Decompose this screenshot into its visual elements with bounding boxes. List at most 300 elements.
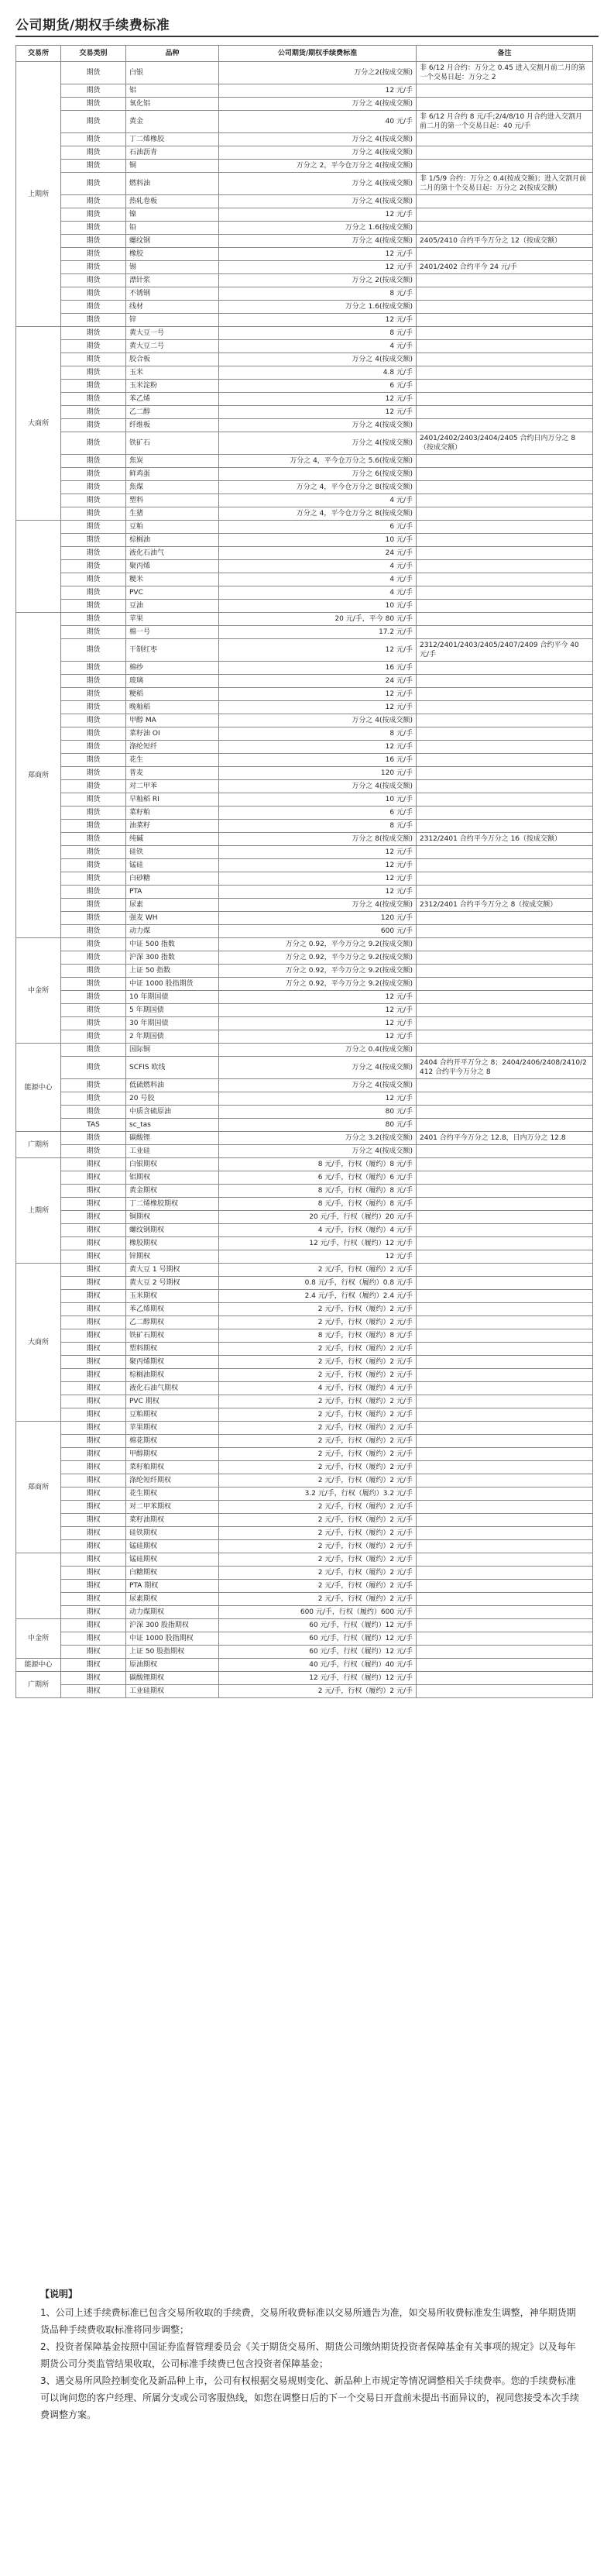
category-cell: 期货: [61, 1106, 126, 1119]
remark-cell: [417, 675, 593, 688]
category-cell: 期货: [61, 899, 126, 912]
remark-cell: [417, 366, 593, 380]
category-cell: 期货: [61, 925, 126, 938]
product-cell: PTA 期权: [126, 1580, 219, 1593]
fee-cell: 2 元/手，行权（履约）2 元/手: [219, 1474, 417, 1487]
remark-cell: [417, 419, 593, 432]
remark-cell: [417, 1461, 593, 1474]
fee-cell: 60 元/手，行权（履约）12 元/手: [219, 1632, 417, 1646]
fee-cell: 16 元/手: [219, 754, 417, 767]
table-row: [16, 1593, 593, 1606]
category-cell: 期权: [61, 1685, 126, 1698]
product-cell: 锰硅期权: [126, 1540, 219, 1553]
category-cell: 期货: [61, 573, 126, 586]
fee-cell: 万分之 4(按成交额): [219, 98, 417, 111]
product-cell: 沪深 300 指数: [126, 951, 219, 965]
fee-cell: 万分之 1.6(按成交额): [219, 222, 417, 235]
table-row: [16, 899, 593, 912]
category-cell: 期货: [61, 1004, 126, 1017]
product-cell: 动力煤期权: [126, 1606, 219, 1619]
product-cell: 线材: [126, 301, 219, 314]
fee-cell: 12 元/手: [219, 314, 417, 327]
exchange-cell: 能源中心: [16, 1659, 61, 1672]
remark-cell: [417, 547, 593, 560]
product-cell: 液化石油气: [126, 547, 219, 560]
product-cell: 玉米期权: [126, 1290, 219, 1303]
product-cell: 30 年期国债: [126, 1017, 219, 1030]
fee-cell: 万分之 4，平今仓万分之 5.6(按成交额): [219, 455, 417, 468]
remark-cell: [417, 1224, 593, 1237]
category-cell: 期权: [61, 1514, 126, 1527]
category-cell: 期货: [61, 1044, 126, 1057]
remark-cell: [417, 1264, 593, 1277]
table-row: [16, 1619, 593, 1632]
remark-cell: [417, 274, 593, 287]
fee-cell: 10 元/手: [219, 600, 417, 613]
table-row: [16, 938, 593, 951]
fee-cell: 2 元/手，行权（履约）2 元/手: [219, 1593, 417, 1606]
remark-cell: [417, 1382, 593, 1395]
remark-cell: [417, 1343, 593, 1356]
product-cell: 棕榈油: [126, 534, 219, 547]
table-row: [16, 872, 593, 886]
category-cell: 期货: [61, 859, 126, 872]
fee-cell: 6 元/手: [219, 807, 417, 820]
table-row: [16, 1017, 593, 1030]
fee-cell: 0.8 元/手，行权（履约）0.8 元/手: [219, 1277, 417, 1290]
table-row: [16, 534, 593, 547]
category-cell: 期货: [61, 248, 126, 261]
table-row: [16, 1092, 593, 1106]
remark-cell: [417, 846, 593, 859]
category-cell: 期权: [61, 1461, 126, 1474]
table-row: [16, 314, 593, 327]
remark-cell: [417, 1487, 593, 1501]
remark-cell: [417, 248, 593, 261]
remark-cell: [417, 767, 593, 780]
remark-cell: [417, 1408, 593, 1422]
product-cell: 聚丙烯: [126, 560, 219, 573]
table-row: [16, 820, 593, 833]
table-row: [16, 1580, 593, 1593]
remark-cell: [417, 353, 593, 366]
remark-cell: [417, 1303, 593, 1316]
product-cell: 棕榈油期权: [126, 1369, 219, 1382]
table-row: [16, 507, 593, 521]
exchange-cell: 大商所: [16, 1264, 61, 1422]
category-cell: 期货: [61, 111, 126, 133]
table-row: [16, 1408, 593, 1422]
remark-cell: 非 6/12 月合约：万分之 0.45 进入交割月前二月的第一个交易日起：万分之 2: [417, 62, 593, 84]
remark-cell: [417, 662, 593, 675]
product-cell: SCFIS 欧线: [126, 1057, 219, 1079]
remark-cell: [417, 1158, 593, 1171]
product-cell: 苹果: [126, 613, 219, 626]
table-row: [16, 327, 593, 340]
remark-cell: [417, 1250, 593, 1264]
remark-cell: [417, 859, 593, 872]
remark-cell: [417, 1514, 593, 1527]
remark-cell: [417, 1211, 593, 1224]
table-row: [16, 1119, 593, 1132]
remark-cell: [417, 1580, 593, 1593]
product-cell: 铝: [126, 84, 219, 98]
category-cell: 期货: [61, 301, 126, 314]
product-cell: 强麦 WH: [126, 912, 219, 925]
product-cell: sc_tas: [126, 1119, 219, 1132]
remark-cell: [417, 133, 593, 146]
remark-cell: [417, 521, 593, 534]
fee-cell: 万分之2(按成交额): [219, 62, 417, 84]
category-cell: 期货: [61, 886, 126, 899]
fee-cell: 12 元/手: [219, 406, 417, 419]
remark-cell: [417, 714, 593, 727]
fee-cell: 万分之 4(按成交额): [219, 1079, 417, 1092]
product-cell: 对二甲苯期权: [126, 1501, 219, 1514]
fee-cell: 12 元/手: [219, 1030, 417, 1044]
fee-cell: 12 元/手: [219, 1250, 417, 1264]
fee-cell: 万分之 3.2(按成交额): [219, 1132, 417, 1145]
remark-cell: 2401 合约平今万分之 12.8，日内万分之 12.8: [417, 1132, 593, 1145]
category-cell: 期权: [61, 1527, 126, 1540]
product-cell: 黄大豆 2 号期权: [126, 1277, 219, 1290]
category-cell: 期货: [61, 1030, 126, 1044]
category-cell: 期货: [61, 133, 126, 146]
category-cell: 期货: [61, 965, 126, 978]
category-cell: 期权: [61, 1395, 126, 1408]
fee-cell: 2 元/手，行权（履约）2 元/手: [219, 1408, 417, 1422]
category-cell: 期货: [61, 547, 126, 560]
product-cell: 硅铁期权: [126, 1527, 219, 1540]
table-row: [16, 1448, 593, 1461]
remark-cell: [417, 991, 593, 1004]
remark-cell: [417, 1474, 593, 1487]
product-cell: 石油沥青: [126, 146, 219, 160]
category-cell: 期货: [61, 560, 126, 573]
remark-cell: [417, 160, 593, 173]
category-cell: 期权: [61, 1185, 126, 1198]
fee-cell: 万分之 4(按成交额): [219, 235, 417, 248]
fee-cell: 4 元/手: [219, 560, 417, 573]
fee-cell: 12 元/手: [219, 701, 417, 714]
table-row: [16, 675, 593, 688]
remark-cell: [417, 912, 593, 925]
table-row: [16, 1685, 593, 1698]
table-row: [16, 1659, 593, 1672]
table-row: [16, 133, 593, 146]
product-cell: 豆粕期权: [126, 1408, 219, 1422]
fee-cell: 2 元/手，行权（履约）2 元/手: [219, 1435, 417, 1448]
exchange-cell: [16, 1553, 61, 1619]
fee-cell: 2 元/手，行权（履约）2 元/手: [219, 1540, 417, 1553]
remark-cell: [417, 1685, 593, 1698]
remark-cell: [417, 613, 593, 626]
category-cell: 期货: [61, 820, 126, 833]
category-cell: 期货: [61, 534, 126, 547]
fee-cell: 12 元/手: [219, 1092, 417, 1106]
table-row: [16, 846, 593, 859]
fee-cell: 万分之 4(按成交额): [219, 146, 417, 160]
table-row: [16, 701, 593, 714]
fee-cell: 12 元/手: [219, 991, 417, 1004]
fee-cell: 2 元/手，行权（履约）2 元/手: [219, 1501, 417, 1514]
fee-cell: 8 元/手: [219, 327, 417, 340]
category-cell: 期权: [61, 1672, 126, 1685]
table-row: [16, 1356, 593, 1369]
category-cell: 期货: [61, 146, 126, 160]
product-cell: 沪深 300 股指期权: [126, 1619, 219, 1632]
fee-cell: 12 元/手: [219, 846, 417, 859]
remark-cell: [417, 1185, 593, 1198]
remark-cell: [417, 208, 593, 222]
product-cell: 热轧卷板: [126, 195, 219, 208]
fee-cell: 2 元/手，行权（履约）2 元/手: [219, 1264, 417, 1277]
fee-cell: 2 元/手，行权（履约）2 元/手: [219, 1514, 417, 1527]
remark-cell: [417, 807, 593, 820]
table-row: [16, 688, 593, 701]
table-row: [16, 859, 593, 872]
category-cell: 期权: [61, 1211, 126, 1224]
fee-cell: 60 元/手，行权（履约）12 元/手: [219, 1619, 417, 1632]
category-cell: 期货: [61, 222, 126, 235]
table-row: [16, 1057, 593, 1079]
fee-cell: 4 元/手: [219, 494, 417, 507]
product-cell: 碳酸锂期权: [126, 1672, 219, 1685]
category-cell: 期货: [61, 780, 126, 793]
product-cell: 锡: [126, 261, 219, 274]
fee-cell: 万分之 0.92，平今万分之 9.2(按成交额): [219, 965, 417, 978]
fee-cell: 万分之 0.92，平今万分之 9.2(按成交额): [219, 978, 417, 991]
fee-cell: 万分之 4(按成交额): [219, 195, 417, 208]
product-cell: 碳酸锂: [126, 1132, 219, 1145]
category-cell: 期权: [61, 1580, 126, 1593]
remark-cell: [417, 1646, 593, 1659]
category-cell: 期权: [61, 1369, 126, 1382]
category-cell: TAS: [61, 1119, 126, 1132]
product-cell: 苯乙烯: [126, 393, 219, 406]
product-cell: 涤纶短纤: [126, 741, 219, 754]
fee-table: [15, 45, 593, 1698]
category-cell: 期货: [61, 586, 126, 600]
table-row: [16, 1132, 593, 1145]
table-row: [16, 1369, 593, 1382]
product-cell: 甲醇期权: [126, 1448, 219, 1461]
remark-cell: [417, 1092, 593, 1106]
table-row: [16, 1672, 593, 1685]
title-divider: [15, 36, 599, 37]
table-row: [16, 1382, 593, 1395]
category-cell: 期货: [61, 274, 126, 287]
category-cell: 期货: [61, 912, 126, 925]
remark-cell: [417, 1316, 593, 1329]
fee-cell: 120 元/手: [219, 767, 417, 780]
table-row: [16, 793, 593, 807]
category-cell: 期货: [61, 1092, 126, 1106]
category-cell: 期货: [61, 767, 126, 780]
remark-cell: [417, 146, 593, 160]
fee-cell: 12 元/手: [219, 1017, 417, 1030]
category-cell: 期货: [61, 419, 126, 432]
product-cell: 塑料期权: [126, 1343, 219, 1356]
product-cell: 玉米淀粉: [126, 380, 219, 393]
table-row: [16, 600, 593, 613]
table-row: [16, 662, 593, 675]
product-cell: 纤维板: [126, 419, 219, 432]
product-cell: 黄大豆一号: [126, 327, 219, 340]
category-cell: 期权: [61, 1343, 126, 1356]
fee-cell: 万分之 8(按成交额): [219, 833, 417, 846]
fee-cell: 2.4 元/手，行权（履约）2.4 元/手: [219, 1290, 417, 1303]
remark-cell: [417, 925, 593, 938]
remark-cell: 非 1/5/9 合约：万分之 0.4(按成交额)；进入交割月前二月的第十个交易日起：万分之 2(按成交额): [417, 173, 593, 195]
product-cell: 早籼稻 RI: [126, 793, 219, 807]
product-cell: 焦炭: [126, 455, 219, 468]
product-cell: 涤纶短纤期权: [126, 1474, 219, 1487]
table-row: [16, 62, 593, 84]
fee-cell: 万分之 4(按成交额): [219, 133, 417, 146]
product-cell: 生猪: [126, 507, 219, 521]
fee-cell: 80 元/手: [219, 1119, 417, 1132]
product-cell: 花生: [126, 754, 219, 767]
category-cell: 期货: [61, 872, 126, 886]
product-cell: 5 年期国债: [126, 1004, 219, 1017]
fee-cell: 40 元/手，行权（履约）40 元/手: [219, 1659, 417, 1672]
fee-cell: 10 元/手: [219, 534, 417, 547]
category-cell: 期权: [61, 1448, 126, 1461]
category-cell: 期货: [61, 1017, 126, 1030]
category-cell: 期货: [61, 833, 126, 846]
remark-cell: [417, 1395, 593, 1408]
table-row: [16, 1106, 593, 1119]
remark-cell: [417, 1422, 593, 1435]
table-row: [16, 547, 593, 560]
product-cell: 玉米: [126, 366, 219, 380]
remark-cell: [417, 340, 593, 353]
category-cell: 期权: [61, 1277, 126, 1290]
table-row: [16, 807, 593, 820]
product-cell: 原油期权: [126, 1659, 219, 1672]
product-cell: 中质含硫原油: [126, 1106, 219, 1119]
category-cell: 期货: [61, 84, 126, 98]
remark-cell: [417, 1017, 593, 1030]
category-cell: 期权: [61, 1316, 126, 1329]
category-cell: 期货: [61, 727, 126, 741]
category-cell: 期货: [61, 455, 126, 468]
category-cell: 期货: [61, 432, 126, 455]
fee-cell: 万分之 4(按成交额): [219, 1145, 417, 1158]
category-cell: 期货: [61, 754, 126, 767]
remark-cell: [417, 1119, 593, 1132]
remark-cell: [417, 468, 593, 481]
product-cell: 铝期权: [126, 1171, 219, 1185]
note-line: 2、投资者保障基金按照中国证券监督管理委员会《关于期货交易所、期货公司缴纳期货投资者保障基金有关事项的规定》以及每年期货公司分类监管结果收取，公司标准手续费已包含投资者保障基金；: [40, 2341, 576, 2369]
product-cell: 玻璃: [126, 675, 219, 688]
table-row: [16, 767, 593, 780]
remark-cell: [417, 1290, 593, 1303]
remark-cell: [417, 793, 593, 807]
remark-cell: [417, 195, 593, 208]
table-row: [16, 1198, 593, 1211]
category-cell: 期货: [61, 468, 126, 481]
category-cell: 期权: [61, 1171, 126, 1185]
table-row: [16, 481, 593, 494]
fee-cell: 12 元/手: [219, 741, 417, 754]
product-cell: 锌期权: [126, 1250, 219, 1264]
product-cell: 中证 1000 股指期货: [126, 978, 219, 991]
fee-cell: 8 元/手，行权（履约）8 元/手: [219, 1158, 417, 1171]
product-cell: 菜籽油期权: [126, 1514, 219, 1527]
table-row: [16, 1474, 593, 1487]
product-cell: 棉花期权: [126, 1435, 219, 1448]
product-cell: 螺纹钢期权: [126, 1224, 219, 1237]
remark-cell: [417, 1277, 593, 1290]
remark-cell: [417, 1567, 593, 1580]
category-cell: 期货: [61, 938, 126, 951]
fee-cell: 4 元/手: [219, 586, 417, 600]
exchange-cell: 广期所: [16, 1132, 61, 1158]
category-cell: 期货: [61, 494, 126, 507]
category-cell: 期权: [61, 1553, 126, 1567]
product-cell: 铜期权: [126, 1211, 219, 1224]
product-cell: 甲醇 MA: [126, 714, 219, 727]
fee-cell: 8 元/手: [219, 727, 417, 741]
category-cell: 期权: [61, 1567, 126, 1580]
remark-cell: [417, 455, 593, 468]
category-cell: 期货: [61, 173, 126, 195]
product-cell: 尿素期权: [126, 1593, 219, 1606]
table-row: [16, 1422, 593, 1435]
category-cell: 期货: [61, 340, 126, 353]
fee-cell: 4 元/手: [219, 340, 417, 353]
table-row: [16, 1158, 593, 1171]
remark-cell: [417, 1593, 593, 1606]
table-row: [16, 978, 593, 991]
product-cell: 上证 50 指数: [126, 965, 219, 978]
remark-cell: [417, 481, 593, 494]
table-row: [16, 111, 593, 133]
product-cell: 菜籽油 OI: [126, 727, 219, 741]
category-cell: 期权: [61, 1408, 126, 1422]
table-row: [16, 160, 593, 173]
remark-cell: [417, 727, 593, 741]
fee-cell: 万分之 4(按成交额): [219, 173, 417, 195]
table-row: [16, 432, 593, 455]
fee-cell: 2 元/手，行权（履约）2 元/手: [219, 1343, 417, 1356]
product-cell: 棉一号: [126, 626, 219, 639]
fee-cell: 万分之 4(按成交额): [219, 432, 417, 455]
fee-cell: 2 元/手，行权（履约）2 元/手: [219, 1580, 417, 1593]
remark-cell: [417, 1171, 593, 1185]
product-cell: 焦煤: [126, 481, 219, 494]
fee-cell: 17.2 元/手: [219, 626, 417, 639]
table-row: [16, 741, 593, 754]
table-row: [16, 222, 593, 235]
remark-cell: 2312/2401/2403/2405/2407/2409 合约平今 40 元/手: [417, 639, 593, 662]
remark-cell: [417, 780, 593, 793]
category-cell: 期权: [61, 1329, 126, 1343]
fee-cell: 16 元/手: [219, 662, 417, 675]
remark-cell: [417, 1237, 593, 1250]
remark-cell: [417, 951, 593, 965]
product-cell: 油菜籽: [126, 820, 219, 833]
fee-cell: 2 元/手，行权（履约）2 元/手: [219, 1303, 417, 1316]
table-row: [16, 1303, 593, 1316]
category-cell: 期货: [61, 406, 126, 419]
fee-cell: 2 元/手，行权（履约）2 元/手: [219, 1527, 417, 1540]
category-cell: 期货: [61, 846, 126, 859]
fee-cell: 12 元/手: [219, 208, 417, 222]
exchange-cell: 郑商所: [16, 613, 61, 938]
